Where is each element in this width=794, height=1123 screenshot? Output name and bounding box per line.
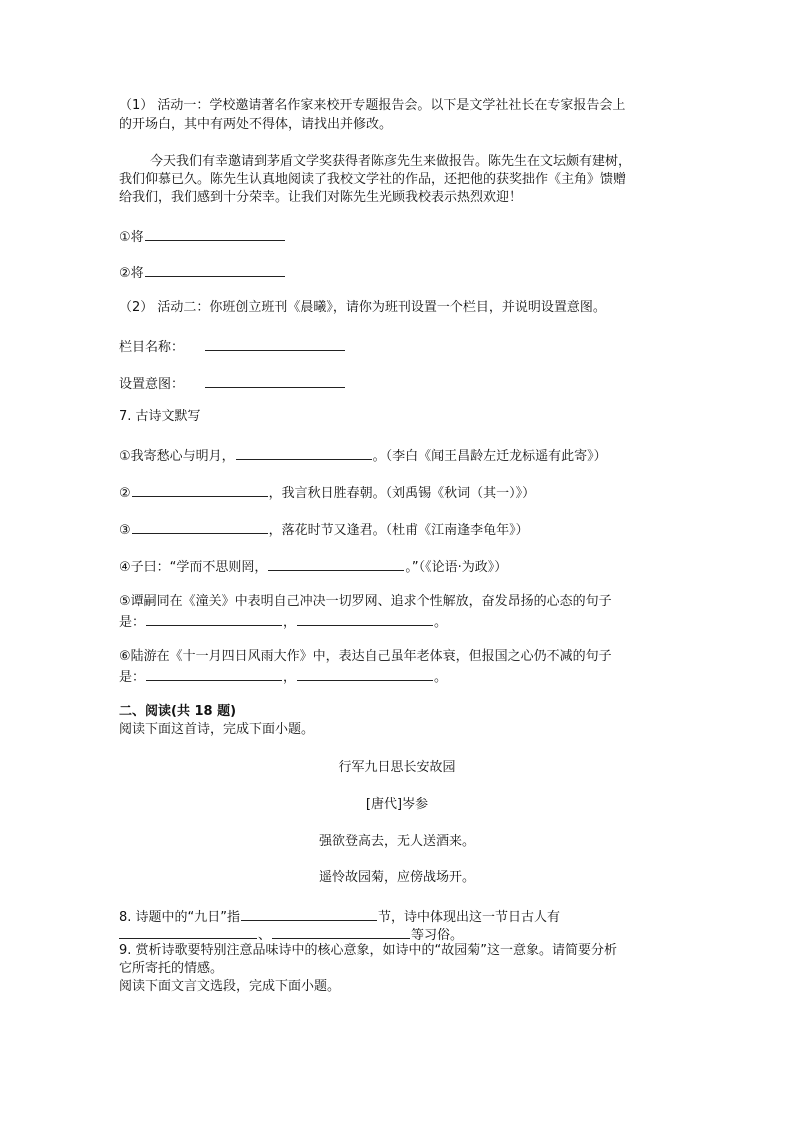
answer-label: ①将 bbox=[119, 230, 144, 245]
intent-blank[interactable] bbox=[205, 373, 345, 388]
next-reading-intro: 阅读下面文言文选段，完成下面小题。 bbox=[119, 979, 341, 994]
q7-item-3-blank[interactable] bbox=[132, 519, 268, 534]
poem-line-2: 遥怜故园菊，应傍战场开。 bbox=[318, 870, 475, 885]
q7-item-4-blank[interactable] bbox=[268, 556, 404, 571]
q7-item-3-post: ，落花时节又逢君。（杜甫《江南逢李龟年》） bbox=[268, 523, 529, 538]
q7-item-5-pre: 是： bbox=[119, 615, 146, 630]
q7-item-5-answer bbox=[119, 611, 447, 632]
q7-item-5-text: ⑤谭嗣同在《潼关》中表明自己冲决一切罗网、追求个性解放，奋发昂扬的心态的句子 bbox=[119, 594, 612, 609]
intent-label: 设置意图： bbox=[119, 377, 185, 392]
section-2-heading: 二、阅读(共 18 题) bbox=[119, 704, 237, 719]
q1-answer-2 bbox=[119, 262, 286, 283]
q7-item-1-pre: ①我寄愁心与明月， bbox=[119, 449, 235, 464]
q8-pre: 8. 诗题中的“九日”指 bbox=[119, 910, 241, 925]
q7-item-2-post: ，我言秋日胜春朝。（刘禹锡《秋词（其一）》） bbox=[268, 486, 536, 501]
q7-item-3 bbox=[119, 519, 529, 540]
q9-line-2: 它所寄托的情感。 bbox=[119, 961, 224, 976]
q2-prompt: （2） 活动二：你班创立班刊《晨曦》，请你为班刊设置一个栏目，并说明设置意图。 bbox=[119, 300, 606, 315]
q9-line-1: 9. 赏析诗歌要特别注意品味诗中的核心意象，如诗中的“故园菊”这一意象。请简要分析 bbox=[119, 943, 618, 958]
q7-item-2-blank[interactable] bbox=[132, 482, 268, 497]
q8-post: 等习俗。 bbox=[411, 928, 464, 943]
q8-separator: 、 bbox=[258, 928, 272, 943]
poem-title: 行军九日思长安故园 bbox=[338, 760, 456, 775]
q7-item-4-post: 。”（《论语·为政》） bbox=[405, 560, 508, 575]
q1-prompt-line1: （1） 活动一：学校邀请著名作家来校开专题报告会。以下是文学社社长在专家报告会上 bbox=[119, 98, 626, 113]
q8-festival-blank[interactable] bbox=[241, 906, 377, 921]
q7-item-3-pre: ③ bbox=[119, 523, 131, 538]
q7-item-6-answer bbox=[119, 666, 447, 687]
q1-speech-line3: 给我们，我们感到十分荣幸。让我们对陈先生光顾我校表示热烈欢迎！ bbox=[119, 190, 523, 205]
q7-item-6-text: ⑥陆游在《十一月四日风雨大作》中，表达自己虽年老体衰，但报国之心仍不减的句子 bbox=[119, 649, 612, 664]
q7-item-6-pre: 是： bbox=[119, 670, 146, 685]
answer-blank[interactable] bbox=[145, 262, 285, 277]
q7-item-2-pre: ② bbox=[119, 486, 131, 501]
q7-item-6-blank-a[interactable] bbox=[146, 666, 282, 681]
q7-item-5-blank-b[interactable] bbox=[297, 611, 433, 626]
poem-author: [唐代]岑参 bbox=[365, 797, 429, 812]
q7-item-6-post: 。 bbox=[434, 670, 448, 685]
q7-item-1 bbox=[119, 445, 607, 466]
poem-line-1: 强欲登高去，无人送酒来。 bbox=[318, 834, 475, 849]
q7-item-5-post: 。 bbox=[434, 615, 448, 630]
q8-custom-blank-a[interactable] bbox=[119, 924, 257, 939]
q2-intent bbox=[119, 373, 346, 394]
q8-mid: 节，诗中体现出这一节日古人有 bbox=[378, 910, 561, 925]
q7-item-1-blank[interactable] bbox=[236, 445, 372, 460]
section-2-intro: 阅读下面这首诗，完成下面小题。 bbox=[119, 722, 315, 737]
q7-item-1-post: 。（李白《闻王昌龄左迁龙标遥有此寄》） bbox=[372, 449, 607, 464]
q2-column-name bbox=[119, 336, 346, 357]
answer-blank[interactable] bbox=[145, 226, 285, 241]
q7-item-5-blank-a[interactable] bbox=[146, 611, 282, 626]
column-name-blank[interactable] bbox=[205, 336, 345, 351]
q1-answer-1 bbox=[119, 226, 286, 247]
column-name-label: 栏目名称： bbox=[119, 340, 185, 355]
q1-speech-line1: 今天我们有幸邀请到茅盾文学奖获得者陈彦先生来做报告。陈先生在文坛颇有建树， bbox=[150, 154, 632, 169]
q7-item-6-mid: ， bbox=[283, 670, 297, 685]
q7-item-2 bbox=[119, 482, 535, 503]
answer-label: ②将 bbox=[119, 266, 144, 281]
q7-title: 7. 古诗文默写 bbox=[119, 409, 201, 424]
q7-item-5-mid: ， bbox=[283, 615, 297, 630]
q1-speech-line2: 我们仰慕已久。陈先生认真地阅读了我校文学社的作品，还把他的获奖拙作《主角》馈赠 bbox=[119, 172, 627, 187]
q7-item-4-pre: ④子曰：“学而不思则罔， bbox=[119, 560, 268, 575]
q1-prompt-line2: 的开场白，其中有两处不得体，请找出并修改。 bbox=[119, 117, 393, 132]
q7-item-6-blank-b[interactable] bbox=[297, 666, 433, 681]
q8-custom-blank-b[interactable] bbox=[272, 924, 410, 939]
q7-item-4 bbox=[119, 556, 507, 577]
